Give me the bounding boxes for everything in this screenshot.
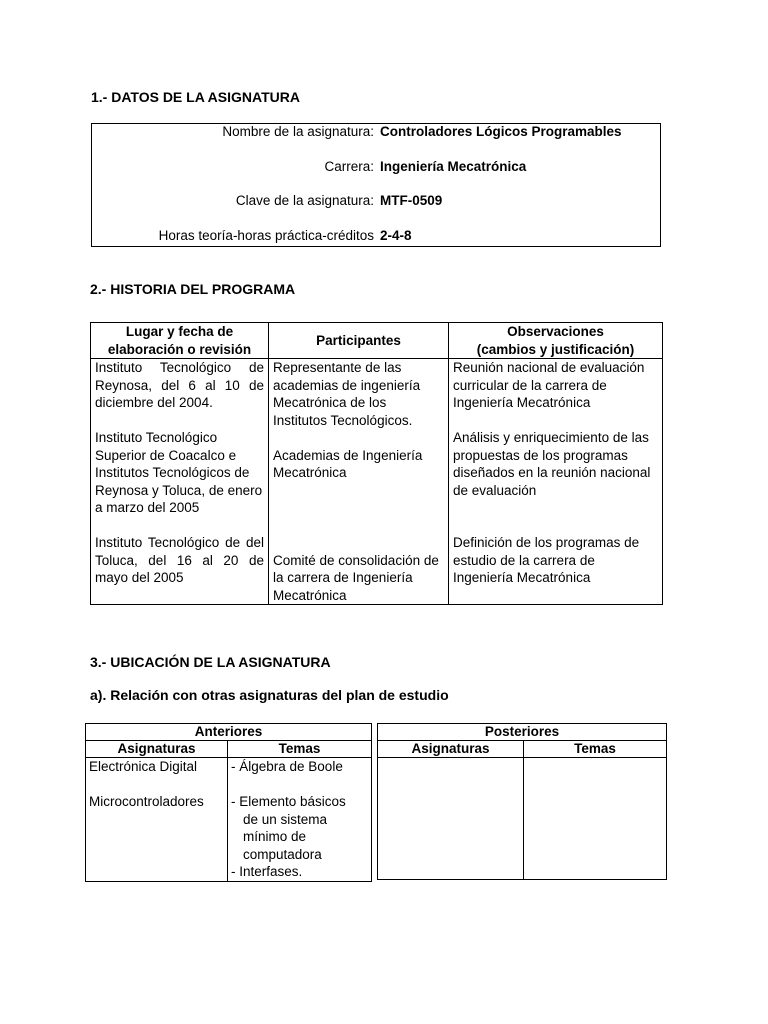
participantes-cell bbox=[269, 359, 449, 605]
header-observaciones bbox=[449, 323, 663, 359]
participantes-3: Comité de consolidación de la carrera de Ingeniería Mecatrónica bbox=[273, 552, 439, 603]
historia-header-row bbox=[91, 323, 663, 359]
nombre-label: Nombre de la asignatura: bbox=[222, 124, 374, 139]
tema-2b: de un sistema bbox=[243, 811, 328, 827]
carrera-value: Ingeniería Mecatrónica bbox=[380, 159, 527, 174]
posteriores-title: Posteriores bbox=[378, 724, 667, 741]
participantes-1: Representante de las academias de ingeniería Mecatrónica de los Institutos Tecnológicos. bbox=[273, 360, 421, 428]
observaciones-1: Reunión nacional de evaluación curricular de la carrera de Ingeniería Mecatrónica bbox=[453, 360, 645, 410]
anteriores-table bbox=[85, 723, 372, 882]
anteriores-temas-cell bbox=[228, 758, 372, 882]
horas-label: Horas teoría-horas práctica-créditos bbox=[158, 228, 374, 243]
asignatura-2: Microcontroladores bbox=[89, 794, 204, 809]
tema-3: - Interfases. bbox=[231, 864, 303, 879]
section1-title: 1.- DATOS DE LA ASIGNATURA bbox=[91, 89, 300, 105]
observaciones-3: Definición de los programas de estudio de la carrera de Ingeniería Mecatrónica bbox=[453, 535, 640, 585]
posteriores-temas-cell bbox=[524, 758, 667, 880]
historia-row bbox=[91, 359, 663, 605]
tema-2a: - Elemento básicos bbox=[231, 794, 346, 809]
section2-title: 2.- HISTORIA DEL PROGRAMA bbox=[90, 281, 296, 297]
lugar-2: Instituto Tecnológico Superior de Coacalco e Institutos Tecnológicos de Reynosa y Toluca, de enero a marzo del 2005 bbox=[95, 430, 263, 515]
carrera-label: Carrera: bbox=[324, 159, 374, 174]
header-obs-line2: (cambios y justificación) bbox=[476, 341, 635, 357]
section3-title: 3.- UBICACIÓN DE LA ASIGNATURA bbox=[90, 654, 331, 670]
lugar-cell bbox=[91, 359, 269, 605]
datos-row-carrera bbox=[92, 159, 660, 179]
anteriores-asignaturas-cell bbox=[86, 758, 228, 882]
nombre-value: Controladores Lógicos Programables bbox=[380, 124, 622, 139]
tema-2c: mínimo de bbox=[243, 829, 307, 844]
section3-subtitle: a). Relación con otras asignaturas del plan de estudio bbox=[90, 687, 449, 703]
posteriores-col-temas: Temas bbox=[524, 741, 667, 758]
anteriores-col-temas: Temas bbox=[228, 741, 372, 758]
historia-table bbox=[90, 322, 663, 605]
datos-row-clave bbox=[92, 193, 660, 213]
asignatura-1: Electrónica Digital bbox=[89, 759, 198, 774]
datos-box bbox=[91, 123, 661, 247]
tema-2d: computadora bbox=[243, 846, 322, 862]
datos-row-horas bbox=[92, 228, 660, 248]
lugar-3: Instituto Tecnológico de del Toluca, del 16 al 20 de mayo del 2005 bbox=[95, 535, 264, 585]
header-lugar-line2: elaboración o revisión bbox=[107, 341, 252, 357]
anteriores-title: Anteriores bbox=[86, 724, 372, 741]
clave-value: MTF-0509 bbox=[380, 193, 443, 208]
observaciones-2: Análisis y enriquecimiento de las propuestas de los programas diseñados en la reunión nacional de evaluación bbox=[453, 430, 651, 498]
observaciones-cell bbox=[449, 359, 663, 605]
anteriores-row bbox=[86, 758, 372, 882]
posteriores-row bbox=[378, 758, 667, 880]
header-lugar-line1: Lugar y fecha de bbox=[125, 324, 234, 339]
clave-label: Clave de la asignatura: bbox=[235, 193, 374, 208]
participantes-2: Academias de Ingeniería Mecatrónica bbox=[273, 447, 423, 480]
lugar-1: Instituto Tecnológico de Reynosa, del 6 al 10 de diciembre del 2004. bbox=[95, 360, 264, 410]
datos-row-nombre bbox=[92, 124, 660, 144]
posteriores-asignaturas-cell bbox=[378, 758, 524, 880]
header-lugar bbox=[91, 323, 269, 359]
posteriores-table bbox=[377, 723, 667, 880]
horas-value: 2-4-8 bbox=[380, 228, 412, 243]
header-obs-line1: Observaciones bbox=[507, 324, 604, 339]
posteriores-col-asignaturas: Asignaturas bbox=[378, 741, 524, 758]
header-participantes: Participantes bbox=[269, 323, 449, 359]
anteriores-col-asignaturas: Asignaturas bbox=[86, 741, 228, 758]
tema-1: - Álgebra de Boole bbox=[231, 759, 343, 774]
